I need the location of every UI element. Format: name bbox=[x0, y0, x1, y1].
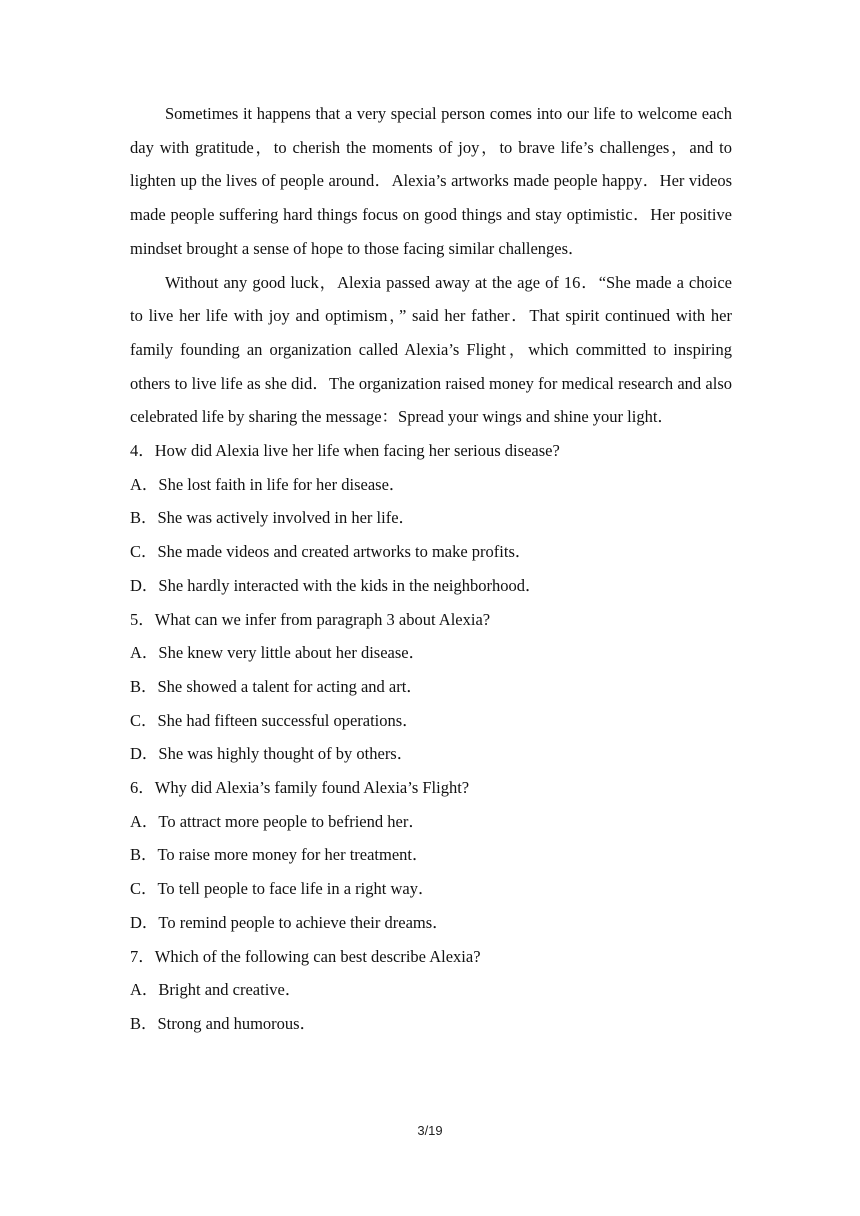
option-d: D．To remind people to achieve their dreams． bbox=[130, 912, 449, 932]
option-b: B．Strong and humorous． bbox=[130, 1013, 317, 1033]
option-a: A．She lost faith in life for her disease． bbox=[130, 474, 406, 494]
question-stem: 5．What can we infer from paragraph 3 about Alexia? bbox=[130, 609, 491, 629]
option-c: C．To tell people to face life in a right way． bbox=[130, 879, 435, 899]
question-stem: 4．How did Alexia live her life when facing her serious disease? bbox=[130, 441, 560, 461]
option-c: C．She had fifteen successful operations． bbox=[130, 710, 419, 730]
option-a: A．Bright and creative． bbox=[130, 980, 302, 1000]
page-content bbox=[130, 97, 732, 1041]
option-b: B．She showed a talent for acting and art． bbox=[130, 676, 423, 696]
passage-paragraph: Sometimes it happens that a very special person comes into our life to welcome each day with gratitude，to cherish the moments of joy，to brave life’s challenges，and to lighten up the lives of people around．Alexia’s artworks made people happy．Her videos made people suffering hard things focus on good things and stay optimistic．Her positive mindset brought a sense of hope to those facing similar challenges． bbox=[130, 104, 732, 258]
passage-paragraph: Without any good luck，Alexia passed away at the age of 16．“She made a choice to live her life with joy and optimism，” said her father．That spirit continued with her family founding an organization called Alexia’s Flight，which committed to inspiring others to live life as she did．The organization raised money for medical research and also celebrated life by sharing the message：Spread your wings and shine your light． bbox=[130, 272, 732, 427]
option-a: A．To attract more people to befriend her． bbox=[130, 811, 425, 831]
page-number: 3/19 bbox=[417, 1123, 443, 1138]
question-5 bbox=[130, 603, 732, 772]
option-b: B．She was actively involved in her life． bbox=[130, 508, 416, 528]
question-6 bbox=[130, 771, 732, 940]
option-c: C．She made videos and created artworks to make profits． bbox=[130, 542, 532, 562]
question-stem: 7．Which of the following can best describe Alexia? bbox=[130, 946, 481, 966]
question-7 bbox=[130, 940, 732, 1041]
option-b: B．To raise more money for her treatment． bbox=[130, 845, 429, 865]
question-4 bbox=[130, 434, 732, 603]
option-d: D．She was highly thought of by others． bbox=[130, 744, 414, 764]
question-stem: 6．Why did Alexia’s family found Alexia’s Flight? bbox=[130, 778, 470, 798]
option-a: A．She knew very little about her disease． bbox=[130, 643, 426, 663]
option-d: D．She hardly interacted with the kids in the neighborhood． bbox=[130, 575, 542, 595]
